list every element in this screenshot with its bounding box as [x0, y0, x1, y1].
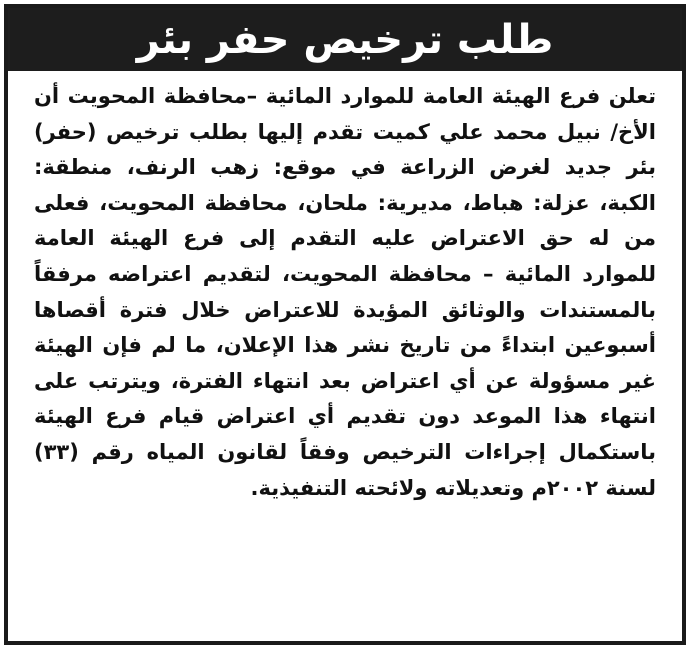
- notice-box: [4, 4, 686, 645]
- notice-header: [8, 8, 682, 71]
- notice-body: تعلن فرع الهيئة العامة للموارد المائية –محافظة المحويت أن الأخ/ نبيل محمد علي كميت تقدم إليها بطلب ترخيص (حفر) بئر جديد لغرض الزراعة في موقع: زهب الرنف، منطقة: الكبة، عزلة: هباط، مديرية: ملحان، محافظة المحويت، فعلى من له حق الاعتراض عليه التقدم إلى فرع الهيئة العامة للموارد المائية – محافظة المحويت، لتقديم اعتراضه مرفقاً بالمستندات والوثائق المؤيدة للاعتراض خلال فترة أقصاها أسبوعين ابتداءً من تاريخ نشر هذا الإعلان، ما لم فإن الهيئة غير مسؤولة عن أي اعتراض بعد انتهاء الفترة، ويترتب على انتهاء هذا الموعد دون تقديم أي اعتراض قيام فرع الهيئة باستكمال إجراءات الترخيص وفقاً لقانون المياه رقم (٣٣) لسنة ٢٠٠٢م وتعديلاته ولائحته التنفيذية.: [34, 84, 656, 500]
- notice-title: طلب ترخيص حفر بئر: [136, 16, 554, 63]
